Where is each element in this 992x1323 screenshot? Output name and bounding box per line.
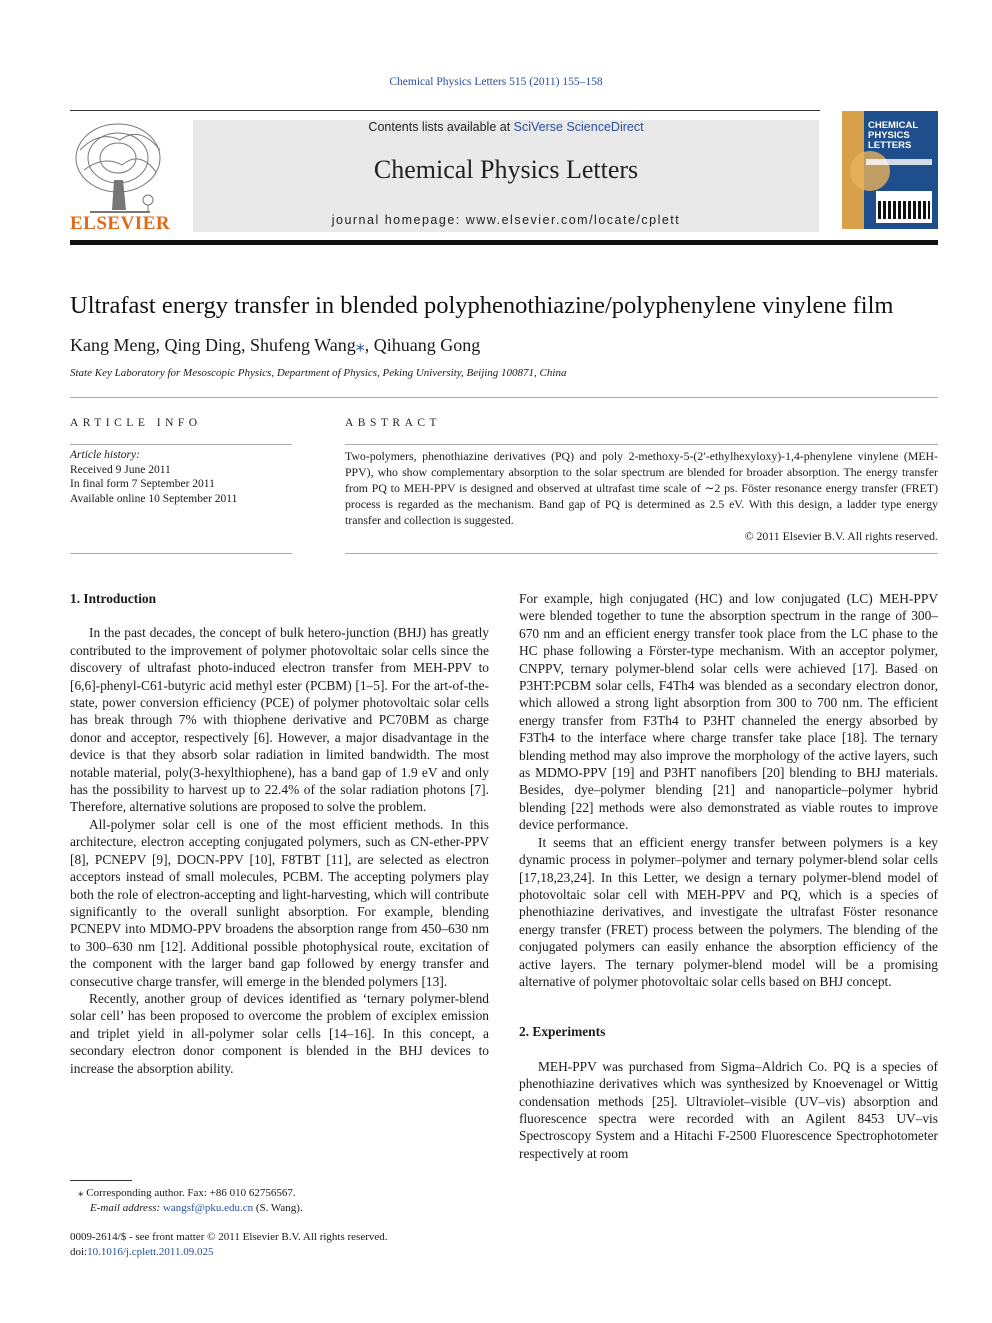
- contents-line: [193, 120, 819, 134]
- section-2-title: 2. Experiments: [519, 1024, 606, 1040]
- section-1-title: 1. Introduction: [70, 591, 157, 606]
- right-column: [519, 590, 938, 1162]
- author-list: [70, 335, 480, 356]
- info-bottom-rule: [70, 553, 292, 554]
- footnote-star: ⁎: [78, 1187, 84, 1199]
- final-form-date: In final form 7 September 2011: [70, 478, 215, 490]
- article-info-heading: ARTICLE INFO: [70, 417, 202, 429]
- info-top-rule: [70, 397, 938, 398]
- sciencedirect-link[interactable]: SciVerse ScienceDirect: [513, 120, 644, 134]
- corresponding-author-mark[interactable]: ⁎: [355, 335, 365, 355]
- issn-block: [70, 1230, 570, 1259]
- paragraph-2: All-polymer solar cell is one of the most efficient methods. In this architecture, electron accepting conjugated polymers, such as CN-ether-PPV [8], PCNEPV [9], DOCN-PPV [10], F8TBT [11], are selected as electron acceptors instead of small molecules, PCBM. The accepting polymers play both the role of electron-accepting and light-harvesting, which will contribute significantly to the overall sunlight absorption. For example, blending PCNEPV into MDMO-PPV broadens the absorption range from 450–630 nm to 300–630 nm [12]. Additional possible photophysical route, excitation of the component with the larger band gap followed by energy transfer and consecutive charge transfer, will emerge in the blended polymers [13].: [70, 816, 489, 989]
- header-divider: [70, 240, 938, 245]
- abstract-body: [345, 448, 938, 544]
- email-link[interactable]: wangsf@pku.edu.cn: [162, 1201, 254, 1214]
- abstract-rule: [345, 444, 938, 445]
- history-label: Article history:: [70, 449, 140, 461]
- journal-cover: [842, 111, 938, 229]
- cover-title-line2: PHYSICS: [868, 130, 910, 141]
- affiliation: State Key Laboratory for Mesoscopic Physics, Department of Physics, Peking University, Beijing 100871, China: [70, 367, 567, 379]
- abstract-copyright: © 2011 Elsevier B.V. All rights reserved.: [744, 529, 938, 543]
- journal-name: Chemical Physics Letters: [373, 155, 639, 184]
- online-date: Available online 10 September 2011: [70, 492, 238, 505]
- contents-prefix: Contents lists available at: [368, 120, 514, 134]
- info-rule: [70, 444, 292, 445]
- paragraph-3: Recently, another group of devices identified as ‘ternary polymer-blend solar cell’ has been proposed to overcome the problem of exciplex emission and triplet yield in all-polymer solar cells [14–16]. In this concept, a secondary electron donor component is blended in the BHJ devices to increase the absorption ability.: [70, 990, 489, 1076]
- received-date: Received 9 June 2011: [70, 463, 171, 476]
- footnote-rule: [70, 1180, 132, 1181]
- article-title: Ultrafast energy transfer in blended polyphenothiazine/polyphenylene vinylene film: [70, 292, 894, 319]
- abstract-text: Two-polymers, phenothiazine derivatives (PQ) and poly 2-methoxy-5-(2′-ethylhexyloxy)-1,4-phenylene vinylene (MEH-PPV), who show complementary absorption to the solar spectrum are blended for broader absorption. The energy transfer from PQ to MEH-PPV is designed and observed at ultrafast time scale of ∼2 ps. Föster resonance energy transfer (FRET) process is regarded as the mechanism. Band gap of PQ is determined as 2.5 eV. With this design, a ladder type energy transfer and collection is suggested.: [345, 449, 938, 527]
- doi-link[interactable]: 10.1016/j.cplett.2011.09.025: [87, 1245, 214, 1258]
- journal-citation[interactable]: Chemical Physics Letters 515 (2011) 155–158: [389, 76, 603, 88]
- publisher-name: ELSEVIER: [70, 213, 171, 234]
- issn-line: 0009-2614/$ - see front matter © 2011 Elsevier B.V. All rights reserved.: [70, 1231, 388, 1243]
- cover-title-line3: LETTERS: [868, 140, 912, 151]
- paragraph-6: MEH-PPV was purchased from Sigma–Aldrich Co. PQ is a species of phenothiazine derivatives which was synthesized by Knoevenagel or Wittig condensation methods [25]. Ultraviolet–visible (UV–vis) absorption and fluorescence spectra were recorded with an Agilent 8453 UV–vis Spectroscopy System and a Hitachi F-2500 Fluorescence Spectrophotometer respectively at room: [519, 1058, 938, 1161]
- article-history: [70, 448, 292, 506]
- abstract-bottom-rule: [345, 553, 938, 554]
- paragraph-4: For example, high conjugated (HC) and low conjugated (LC) MEH-PPV were blended together to tune the absorption spectrum in the range of 300–670 nm and an efficient energy transfer took place from the LC phase to the HC phase following a Förster-type mechanism. With an acceptor polymer, CNPPV, ternary polymer-blend solar cells were achieved [17]. Based on P3HT:PCBM solar cells, F4Th4 was blended as a secondary electron donor, which allowed a strong light absorption from 300 to 700 nm. The efficient energy transfer from F3Th4 to P3HT channeled the energy absorbed by F3Th4 to the interface where charge transfer take place [18]. The ternary blending method may also improve the morphology of the active layers, such as MDMO-PPV [19] and P3HT nanofibers [20] blending to BHJ materials. Besides, dye–polymer blending [21] and nanoparticle–polymer hybrid blending [22] methods were also demonstrated as viable routes to improve device performance.: [519, 591, 938, 833]
- authors-first: Kang Meng, Qing Ding, Shufeng Wang: [70, 335, 356, 355]
- email-suffix: (S. Wang).: [253, 1201, 303, 1214]
- paragraph-5: It seems that an efficient energy transfer between polymers is a key dynamic process in polymer–polymer and ternary polymer-blend solar cells [17,18,23,24]. In this Letter, we design a ternary polymer-blend model of photovoltaic solar cell with MEH-PPV and PQ, which is a species of phenothiazine derivatives, and investigate the ultrafast Föster resonance energy transfer (FRET) process between the polymers. The blending of the conjugated polymers can easily enhance the absorption efficiency of the active layers. The ternary polymer-blend model will be a promising alternative of polymer photovoltaic solar cells based on BHJ concept.: [519, 834, 938, 989]
- footnote: [70, 1186, 490, 1215]
- authors-last: , Qihuang Gong: [364, 335, 481, 355]
- abstract-heading: ABSTRACT: [345, 417, 442, 429]
- left-column: [70, 590, 489, 1077]
- journal-homepage[interactable]: journal homepage: www.elsevier.com/locate/cplett: [331, 213, 681, 227]
- corresponding-author-note: Corresponding author. Fax: +86 010 62756567.: [86, 1187, 296, 1199]
- top-rule: [70, 110, 820, 111]
- paragraph-1: In the past decades, the concept of bulk hetero-junction (BHJ) has greatly contributed to the improvement of polymer photovoltaic solar cells since the discovery of ultrafast photo-induced electron transfer from MEH-PPV to [6,6]-phenyl-C61-butyric acid methyl ester (PCBM) [1–5]. For the art-of-the-state, power conversion efficiency (PCE) of polymer photovoltaic solar cells has break through 7% with thiophene derivative and PC70BM as charge donor and acceptor, respectively [6]. However, a major disadvantage in the device is that they absorb solar radiation in limited bandwidth. The most notable material, poly(3-hexylthiophene), has a band gap of 1.9 eV and only has the possibility to harvest up to 22.4% of the solar radiation photons [7]. Therefore, alternative solutions are proposed to solve the problem.: [70, 625, 489, 815]
- cover-title-line1: CHEMICAL: [868, 120, 919, 131]
- doi-label: doi:: [70, 1245, 88, 1258]
- email-label: E-mail address:: [90, 1201, 161, 1214]
